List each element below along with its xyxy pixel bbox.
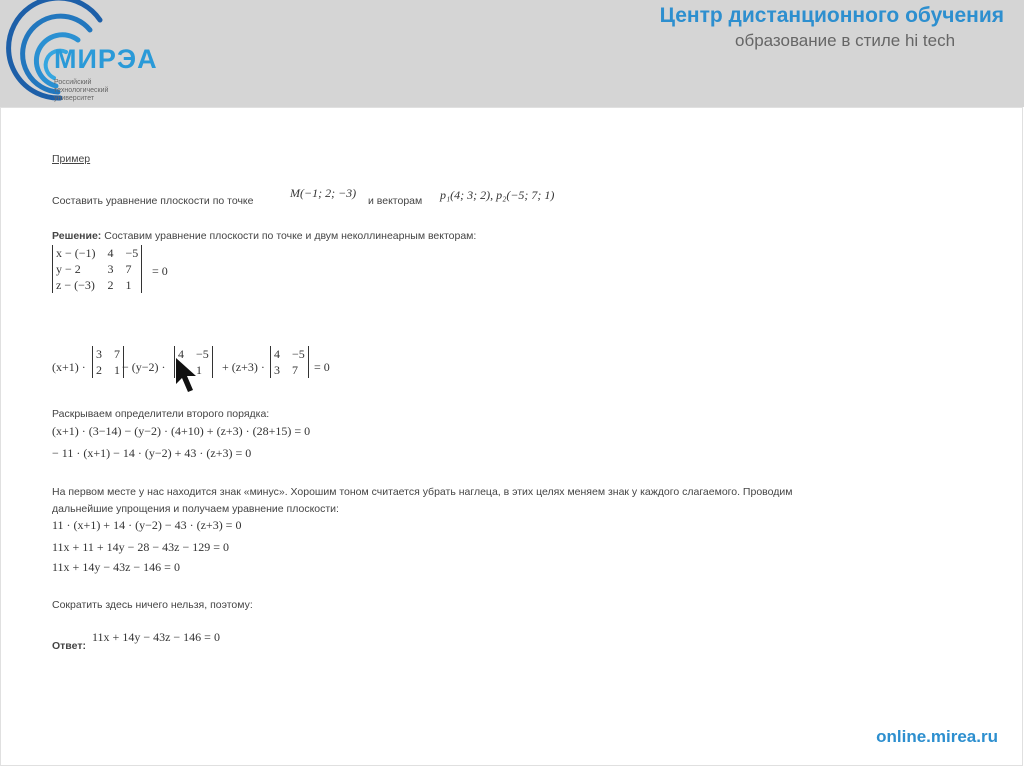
logo-sub-line: Российский xyxy=(54,79,92,86)
det-cell: 7 xyxy=(114,347,120,361)
task-point: M(−1; 2; −3) xyxy=(290,186,357,200)
det-cell: 1 xyxy=(125,278,132,292)
det-cell: 4 xyxy=(107,246,114,260)
logo-sub-line: университет xyxy=(54,95,95,102)
equation-4: 11x + 11 + 14y − 28 − 43z − 129 = 0 xyxy=(52,540,230,554)
task-text: Составить уравнение плоскости по точке xyxy=(52,195,254,207)
mirea-logo xyxy=(0,0,180,107)
equation-1: (x+1) · (3−14) − (y−2) · (4+10) + (z+3) · (28+15) = 0 xyxy=(52,424,311,438)
det-cell: 7 xyxy=(292,363,298,377)
det-cell: y − 2 xyxy=(56,262,81,276)
solution-line xyxy=(52,230,476,242)
det-cell: 4 xyxy=(178,347,184,361)
exp-c: + (z+3) · xyxy=(222,360,265,374)
answer-equation: 11x + 14y − 43z − 146 = 0 xyxy=(92,630,220,644)
det-cell: 3 xyxy=(96,347,102,361)
determinant-3x3 xyxy=(52,245,142,293)
cannot-reduce-text: Сократить здесь ничего нельзя, поэтому: xyxy=(52,599,253,611)
exp-equals: = 0 xyxy=(314,360,330,374)
answer-label: Ответ: xyxy=(52,640,86,652)
determinant-a xyxy=(92,346,124,378)
solution-text: Составим уравнение плоскости по точке и двум неколлинеарным векторам: xyxy=(101,230,477,242)
task-and: и векторам xyxy=(368,195,423,207)
equation-5: 11x + 14y − 43z − 146 = 0 xyxy=(52,560,180,574)
det-cell: −5 xyxy=(292,347,305,361)
equation-3: 11 · (x+1) + 14 · (y−2) − 43 · (z+3) = 0 xyxy=(52,518,242,532)
example-label: Пример xyxy=(52,153,91,165)
det-cell: 1 xyxy=(114,363,120,377)
expand-text: Раскрываем определители второго порядка: xyxy=(52,408,270,420)
det-cell: 3 xyxy=(107,262,114,276)
slide-header xyxy=(0,0,1024,107)
logo-sub-line: технологический xyxy=(54,87,109,94)
header-subtitle: образование в стиле hi tech xyxy=(735,31,956,50)
paragraph-2: дальнейшие упрощения и получаем уравнение плоскости: xyxy=(52,503,339,515)
equation-2: − 11 · (x+1) − 14 · (y−2) + 43 · (z+3) = 0 xyxy=(52,446,252,460)
header-title: Центр дистанционного обучения xyxy=(659,4,1004,27)
det-cell: x − (−1) xyxy=(56,246,96,260)
determinant-c xyxy=(270,346,309,378)
footer-url[interactable]: online.mirea.ru xyxy=(876,727,998,746)
logo-subtitle xyxy=(54,79,108,103)
det-cell: −5 xyxy=(125,246,139,260)
det-cell: z − (−3) xyxy=(56,278,95,292)
det3-equals: = 0 xyxy=(152,264,168,278)
exp-a: (x+1) · xyxy=(52,360,86,374)
det-cell: 2 xyxy=(107,278,114,292)
mouse-cursor-icon xyxy=(174,356,200,396)
det-cell: 4 xyxy=(274,347,280,361)
det-cell: 1 xyxy=(196,363,202,377)
det-cell: 3 xyxy=(274,363,280,377)
solution-label: Решение: xyxy=(52,230,102,242)
task-vectors: p₁(4; 3; 2), p₂(−5; 7; 1) xyxy=(440,188,555,202)
det-cell: 7 xyxy=(125,262,132,276)
logo-wordmark: МИРЭА xyxy=(54,44,158,74)
paragraph-1: На первом месте у нас находится знак «минус». Хорошим тоном считается убрать наглеца, в этих целях меняем знак у каждого слагаемого. Проводим xyxy=(52,486,793,498)
exp-b: − (y−2) · xyxy=(122,360,166,374)
det-cell: −5 xyxy=(196,347,209,361)
det-cell: 2 xyxy=(96,363,102,377)
